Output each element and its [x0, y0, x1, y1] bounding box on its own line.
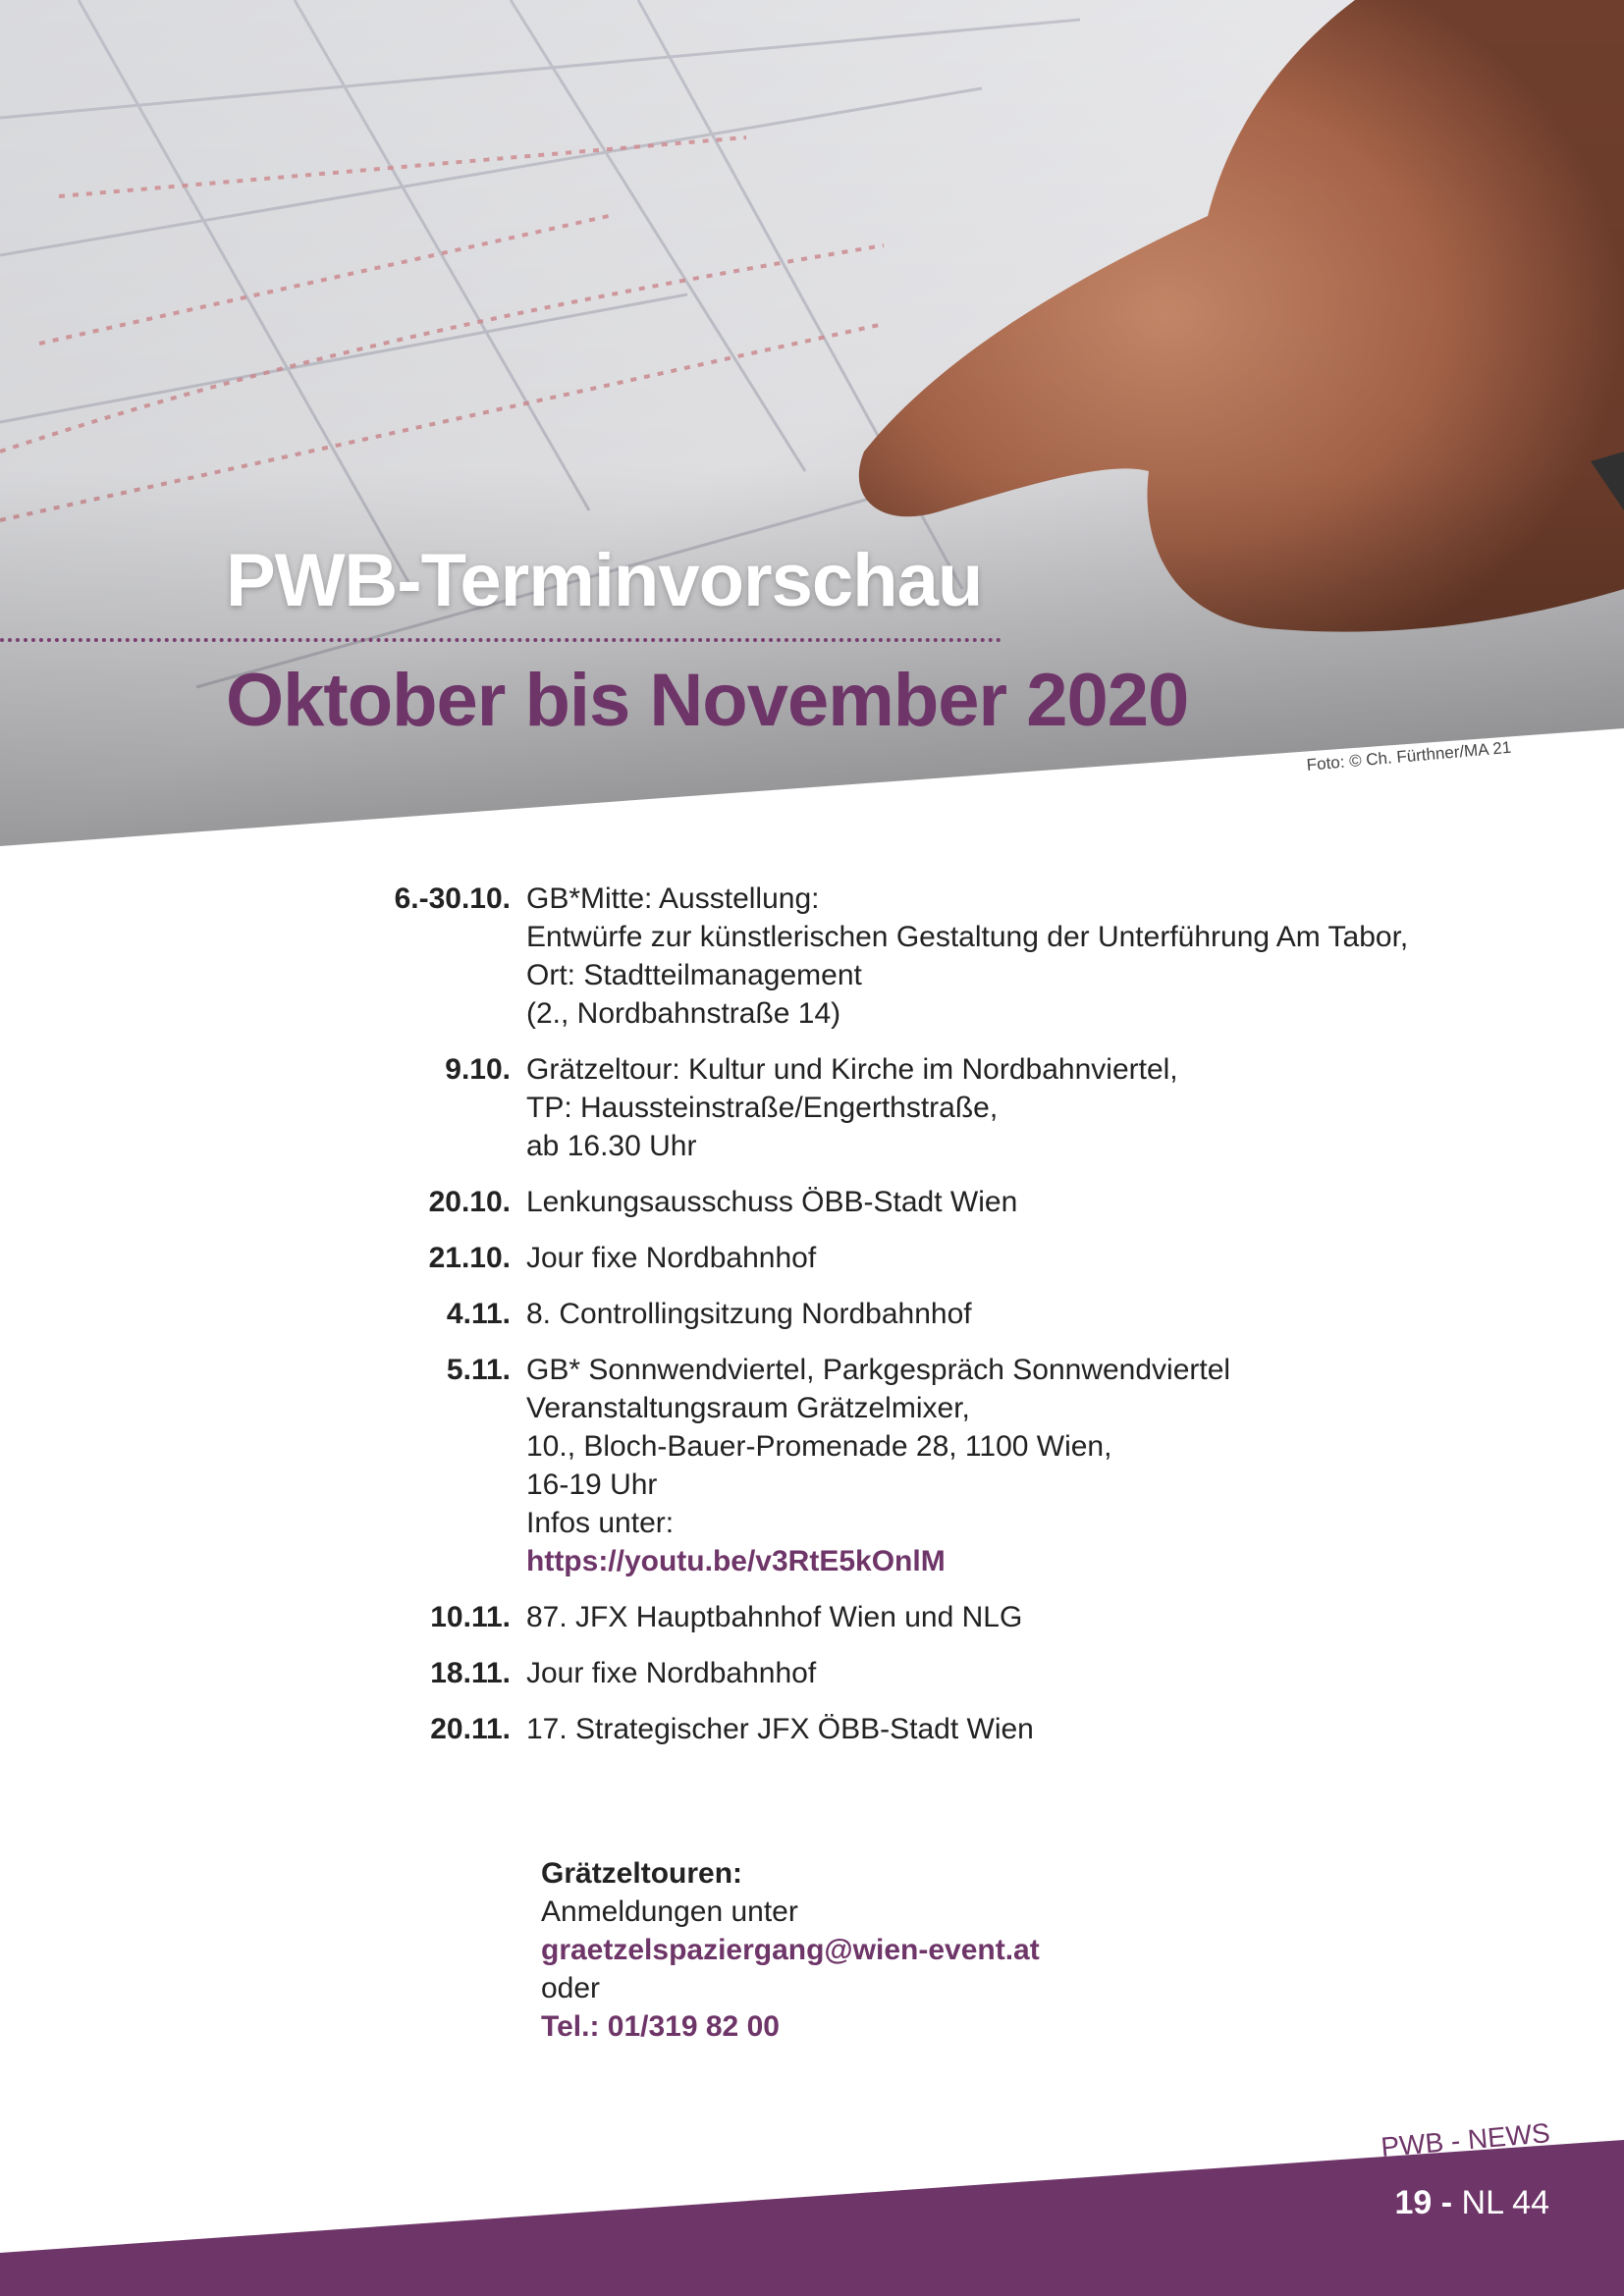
- event-text: 17. Strategischer JFX ÖBB-Stadt Wien: [526, 1713, 1034, 1745]
- event-item: [295, 880, 1571, 1033]
- event-date: 20.11.: [430, 1713, 511, 1745]
- event-item: [295, 1710, 1571, 1748]
- event-date: 18.11.: [430, 1657, 511, 1689]
- event-text: Entwürfe zur künstlerischen Gestaltung der Unterführung Am Tabor,: [526, 921, 1409, 953]
- event-text: Infos unter:: [526, 1507, 675, 1539]
- event-text: Jour fixe Nordbahnhof: [526, 1657, 817, 1689]
- event-item: [295, 1050, 1571, 1165]
- event-date: 5.11.: [446, 1354, 511, 1386]
- event-text: 16-19 Uhr: [526, 1468, 658, 1501]
- event-list: [295, 880, 1571, 1766]
- event-item: [295, 1598, 1571, 1636]
- event-text: Ort: Stadtteilmanagement: [526, 959, 862, 991]
- page-number-value: 19 -: [1394, 2184, 1453, 2221]
- phone-link[interactable]: Tel.: 01/319 82 00: [541, 2010, 780, 2043]
- page-number: [1394, 2184, 1549, 2222]
- event-date: 20.10.: [428, 1186, 511, 1218]
- hero-banner: [0, 0, 1624, 854]
- event-date: 4.11.: [446, 1298, 511, 1330]
- event-date: 6.-30.10.: [394, 882, 511, 915]
- event-date: 10.11.: [430, 1601, 511, 1633]
- event-text: Veranstaltungsraum Grätzelmixer,: [526, 1392, 970, 1424]
- issue-label: NL 44: [1461, 2184, 1549, 2221]
- event-text: TP: Haussteinstraße/Engerthstraße,: [526, 1092, 999, 1124]
- event-item: [295, 1351, 1571, 1580]
- email-link[interactable]: graetzelspaziergang@wien-event.at: [541, 1934, 1040, 1966]
- page-subtitle: Oktober bis November 2020: [226, 659, 1189, 742]
- event-item: [295, 1295, 1571, 1333]
- footer-band: [0, 2140, 1624, 2296]
- youtube-link[interactable]: https://youtu.be/v3RtE5kOnlM: [526, 1545, 946, 1577]
- event-item: [295, 1183, 1571, 1221]
- event-text: Jour fixe Nordbahnhof: [526, 1242, 817, 1274]
- event-text: 87. JFX Hauptbahnhof Wien und NLG: [526, 1601, 1023, 1633]
- page-title: PWB-Terminvorschau: [226, 539, 983, 622]
- footer-brand: PWB - NEWS: [1380, 2117, 1551, 2163]
- event-date: 21.10.: [428, 1242, 511, 1274]
- tours-info: [541, 1854, 1040, 2046]
- event-item: [295, 1239, 1571, 1277]
- event-date: 9.10.: [445, 1053, 511, 1086]
- photo-credit: Foto: © Ch. Fürthner/MA 21: [1306, 737, 1512, 774]
- event-text: 10., Bloch-Bauer-Promenade 28, 1100 Wien,: [526, 1430, 1112, 1463]
- event-text: Lenkungsausschuss ÖBB-Stadt Wien: [526, 1186, 1018, 1218]
- event-text: Grätzeltour: Kultur und Kirche im Nordbahnviertel,: [526, 1053, 1178, 1086]
- event-text: (2., Nordbahnstraße 14): [526, 997, 841, 1030]
- tours-heading: Grätzeltouren:: [541, 1857, 743, 1890]
- title-divider: [0, 638, 1001, 642]
- event-item: [295, 1654, 1571, 1692]
- event-text: ab 16.30 Uhr: [526, 1130, 697, 1162]
- tours-or-text: oder: [541, 1972, 601, 2004]
- event-text: GB* Sonnwendviertel, Parkgespräch Sonnwendviertel: [526, 1354, 1231, 1386]
- tours-registration-text: Anmeldungen unter: [541, 1896, 798, 1928]
- event-text: 8. Controllingsitzung Nordbahnhof: [526, 1298, 972, 1330]
- event-text: GB*Mitte: Ausstellung:: [526, 882, 820, 915]
